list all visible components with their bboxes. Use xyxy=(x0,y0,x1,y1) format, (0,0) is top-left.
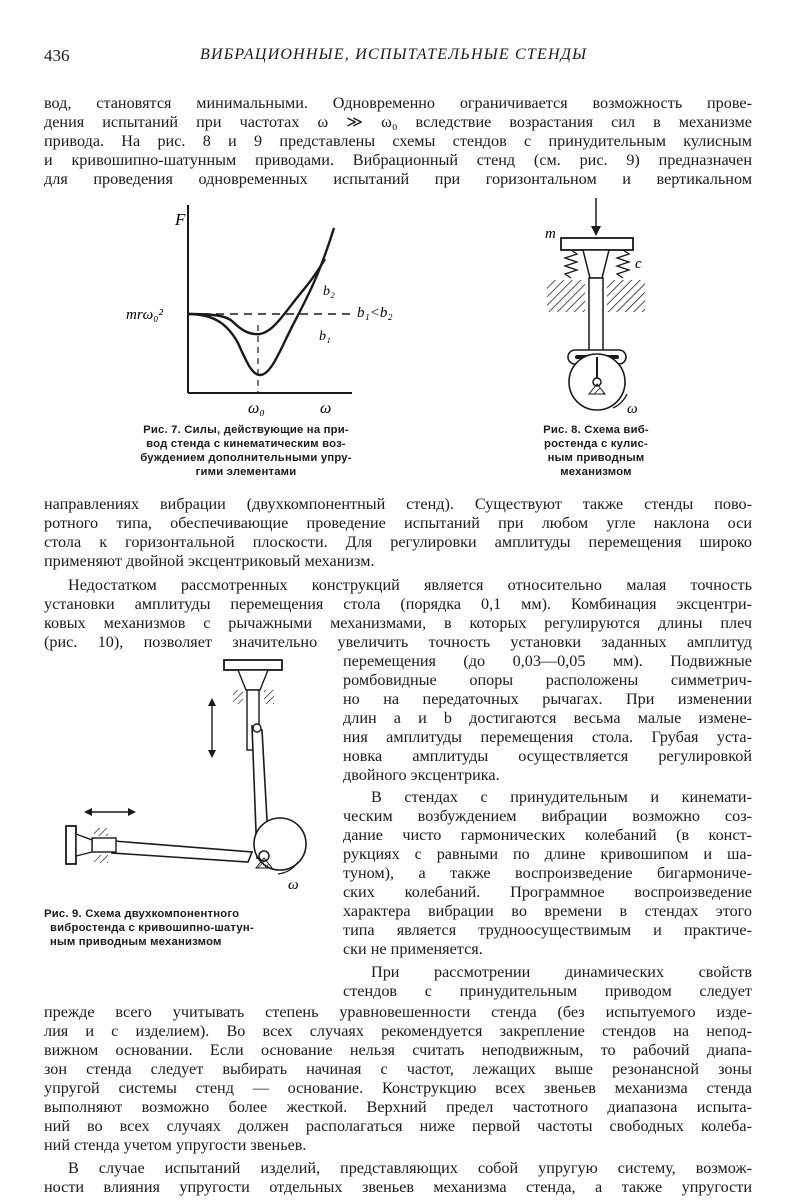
table-mass xyxy=(561,238,633,250)
horizontal-table xyxy=(66,826,76,864)
caption-line: механизмом xyxy=(560,466,632,478)
curve-b1 xyxy=(188,228,334,375)
caption-line: ростенда с кулис- xyxy=(544,438,648,450)
text-line: но на передаточных рычагах. При изменении xyxy=(343,690,752,708)
text-line: ческим возбуждением вибрации возможно соз- xyxy=(343,807,752,825)
text-line: ний во всех случаях должен располагаться ниже первой частоты свободных колеба- xyxy=(44,1117,752,1135)
caption-line: Рис. 9. Схема двухкомпонентного xyxy=(44,908,240,920)
text-line: двойного эксцентрика. xyxy=(343,766,500,784)
caption-line: Рис. 7. Силы, действующие на при- xyxy=(143,424,349,436)
horizontal-rod xyxy=(92,838,116,852)
caption-line: ным приводным механизмом xyxy=(50,936,222,948)
curve-b2-label: b₂ xyxy=(323,284,335,299)
text-line: установки амплитуды перемещения стола (порядка 0,1 мм). Комбинация эксцентри- xyxy=(44,595,752,613)
text-line: зон стенда следует выбирать начиная с частот, лежащих выше резонансной зоны xyxy=(44,1060,752,1078)
force-level-label: mrω₀² xyxy=(126,307,163,323)
horizontal-connecting-rod xyxy=(112,841,252,862)
caption-line: ным приводным xyxy=(547,452,645,464)
figure-8-slotted-link-stand xyxy=(535,198,660,418)
text-line: характера вибрации во времени в стендах этого xyxy=(343,902,752,920)
text-line: вижном основании. Если основание нельзя считать неподвижным, то рабочий диапа- xyxy=(44,1041,752,1059)
rod xyxy=(589,278,603,356)
text-line: вод, становятся минимальными. Одновременно ограничивается возможность прове- xyxy=(44,94,752,112)
text-line: дения испытаний при частотах ω ≫ ω₀ вследствие возрастания сил в механизме xyxy=(44,113,752,131)
text-line: применяют двойной эксцентриковый механизм. xyxy=(44,552,375,570)
text-line: для проведения одновременных испытаний при горизонтальном и вертикальном xyxy=(44,170,752,188)
text-line: (рис. 10), позволяет значительно увеличить точность установки заданных амплитуд xyxy=(44,633,752,651)
figure-9-crank-stand xyxy=(52,656,342,906)
spring-right xyxy=(617,250,629,278)
text-line: рукциях с равными по длине кривошипом и ша- xyxy=(343,845,752,863)
caption-line: буждением дополнительными упру- xyxy=(140,452,352,464)
text-line: лия и с изделием). Во всех случаях рекомендуется закрепление стендов на непод- xyxy=(44,1022,752,1040)
omega0-label: ω₀ xyxy=(248,400,265,417)
text-line: перемещения (до 0,03—0,05 мм). Подвижные xyxy=(343,652,752,670)
text-line: В случае испытаний изделий, представляющих собой упругую систему, возмож- xyxy=(68,1159,752,1177)
x-axis-label: ω xyxy=(320,400,332,417)
text-line: дание чисто гармонических колебаний (в конст- xyxy=(343,826,752,844)
running-title: ВИБРАЦИОННЫЕ, ИСПЫТАТЕЛЬНЫЕ СТЕНДЫ xyxy=(200,46,588,63)
text-line: При рассмотрении динамических свойств xyxy=(371,963,752,981)
text-line: ски не применяется. xyxy=(343,940,483,958)
mass-label: m xyxy=(545,226,556,242)
caption-line: вибростенда с кривошипно-шатун- xyxy=(50,922,254,934)
spring-label: c xyxy=(635,256,642,272)
y-axis-label: F xyxy=(175,210,186,229)
caption-line: вод стенда с кинематическим воз- xyxy=(146,438,346,450)
figure-7-force-graph xyxy=(120,195,420,420)
text-line: ротного типа, обеспечивающие проведение испытаний при любом угле наклона оси xyxy=(44,514,752,532)
text-line: ния амплитуды перемещения стола. Грубая уста- xyxy=(343,728,752,746)
text-line: ковых механизмов с рычажными механизмами, в которых регулируются длины плеч xyxy=(44,614,752,632)
text-line: длин a и b достигаются весьма малые измене- xyxy=(343,709,752,727)
text-line: ских колебаний. Программное воспроизведение xyxy=(343,883,752,901)
text-line: стендов с принудительным приводом следует xyxy=(343,982,752,1000)
figure-8-caption xyxy=(526,423,666,479)
omega-label: ω xyxy=(288,877,299,893)
text-line: привода. На рис. 8 и 9 представлены схемы стендов с принудительным кулисным xyxy=(44,132,752,150)
curve-b2 xyxy=(188,259,325,334)
omega-label: ω xyxy=(627,401,638,417)
spring-left xyxy=(565,250,577,278)
text-line: выполняют возможно более жесткой. Верхний предел частотного диапазона испыта- xyxy=(44,1098,752,1116)
guide-cone xyxy=(583,250,609,278)
text-line: туном), а также воспроизведение бигармониче- xyxy=(343,864,752,882)
text-line: ний стенда учетом упругости звеньев. xyxy=(44,1136,307,1154)
text-line: и кривошипно-шатунным приводами. Вибрационный стенд (см. рис. 9) предназначен xyxy=(44,151,752,169)
caption-line: гими элементами xyxy=(195,466,297,478)
text-line: типа является трудноосуществимым и практиче- xyxy=(343,921,752,939)
text-line: прежде всего учитывать степень уравновешенности стенда (без испытуемого изде- xyxy=(44,1003,752,1021)
page-number: 436 xyxy=(44,46,70,65)
housing-left xyxy=(547,280,585,312)
text-line: новка амплитуды осуществляется регулировкой xyxy=(343,747,752,765)
relation-label: b₁<b₂ xyxy=(357,305,393,321)
vertical-table xyxy=(224,660,282,670)
caption-line: Рис. 8. Схема виб- xyxy=(543,424,649,436)
figure-7-caption xyxy=(118,423,374,479)
text-line: стола к горизонтальной плоскости. Для регулировки амплитуды перемещения широко xyxy=(44,533,752,551)
housing-right xyxy=(607,280,645,312)
text-line: направлениях вибрации (двухкомпонентный стенд). Существуют также стенды пово- xyxy=(44,495,752,513)
curve-b1-label: b₁ xyxy=(319,329,331,344)
text-line: Недостатком рассмотренных конструкций является относительно малая точность xyxy=(68,576,752,594)
text-line: ности влияния упругости отдельных звеньев механизма стенда, а также упругости xyxy=(44,1178,752,1196)
text-line: В стендах с принудительным и кинемати- xyxy=(371,788,752,806)
text-line: ромбовидные опоры расположены симметрич- xyxy=(343,671,752,689)
text-line: упругой системы стенд — основание. Конструкцию всех звеньев механизма стенда xyxy=(44,1079,752,1097)
figure-9-caption xyxy=(44,907,314,949)
